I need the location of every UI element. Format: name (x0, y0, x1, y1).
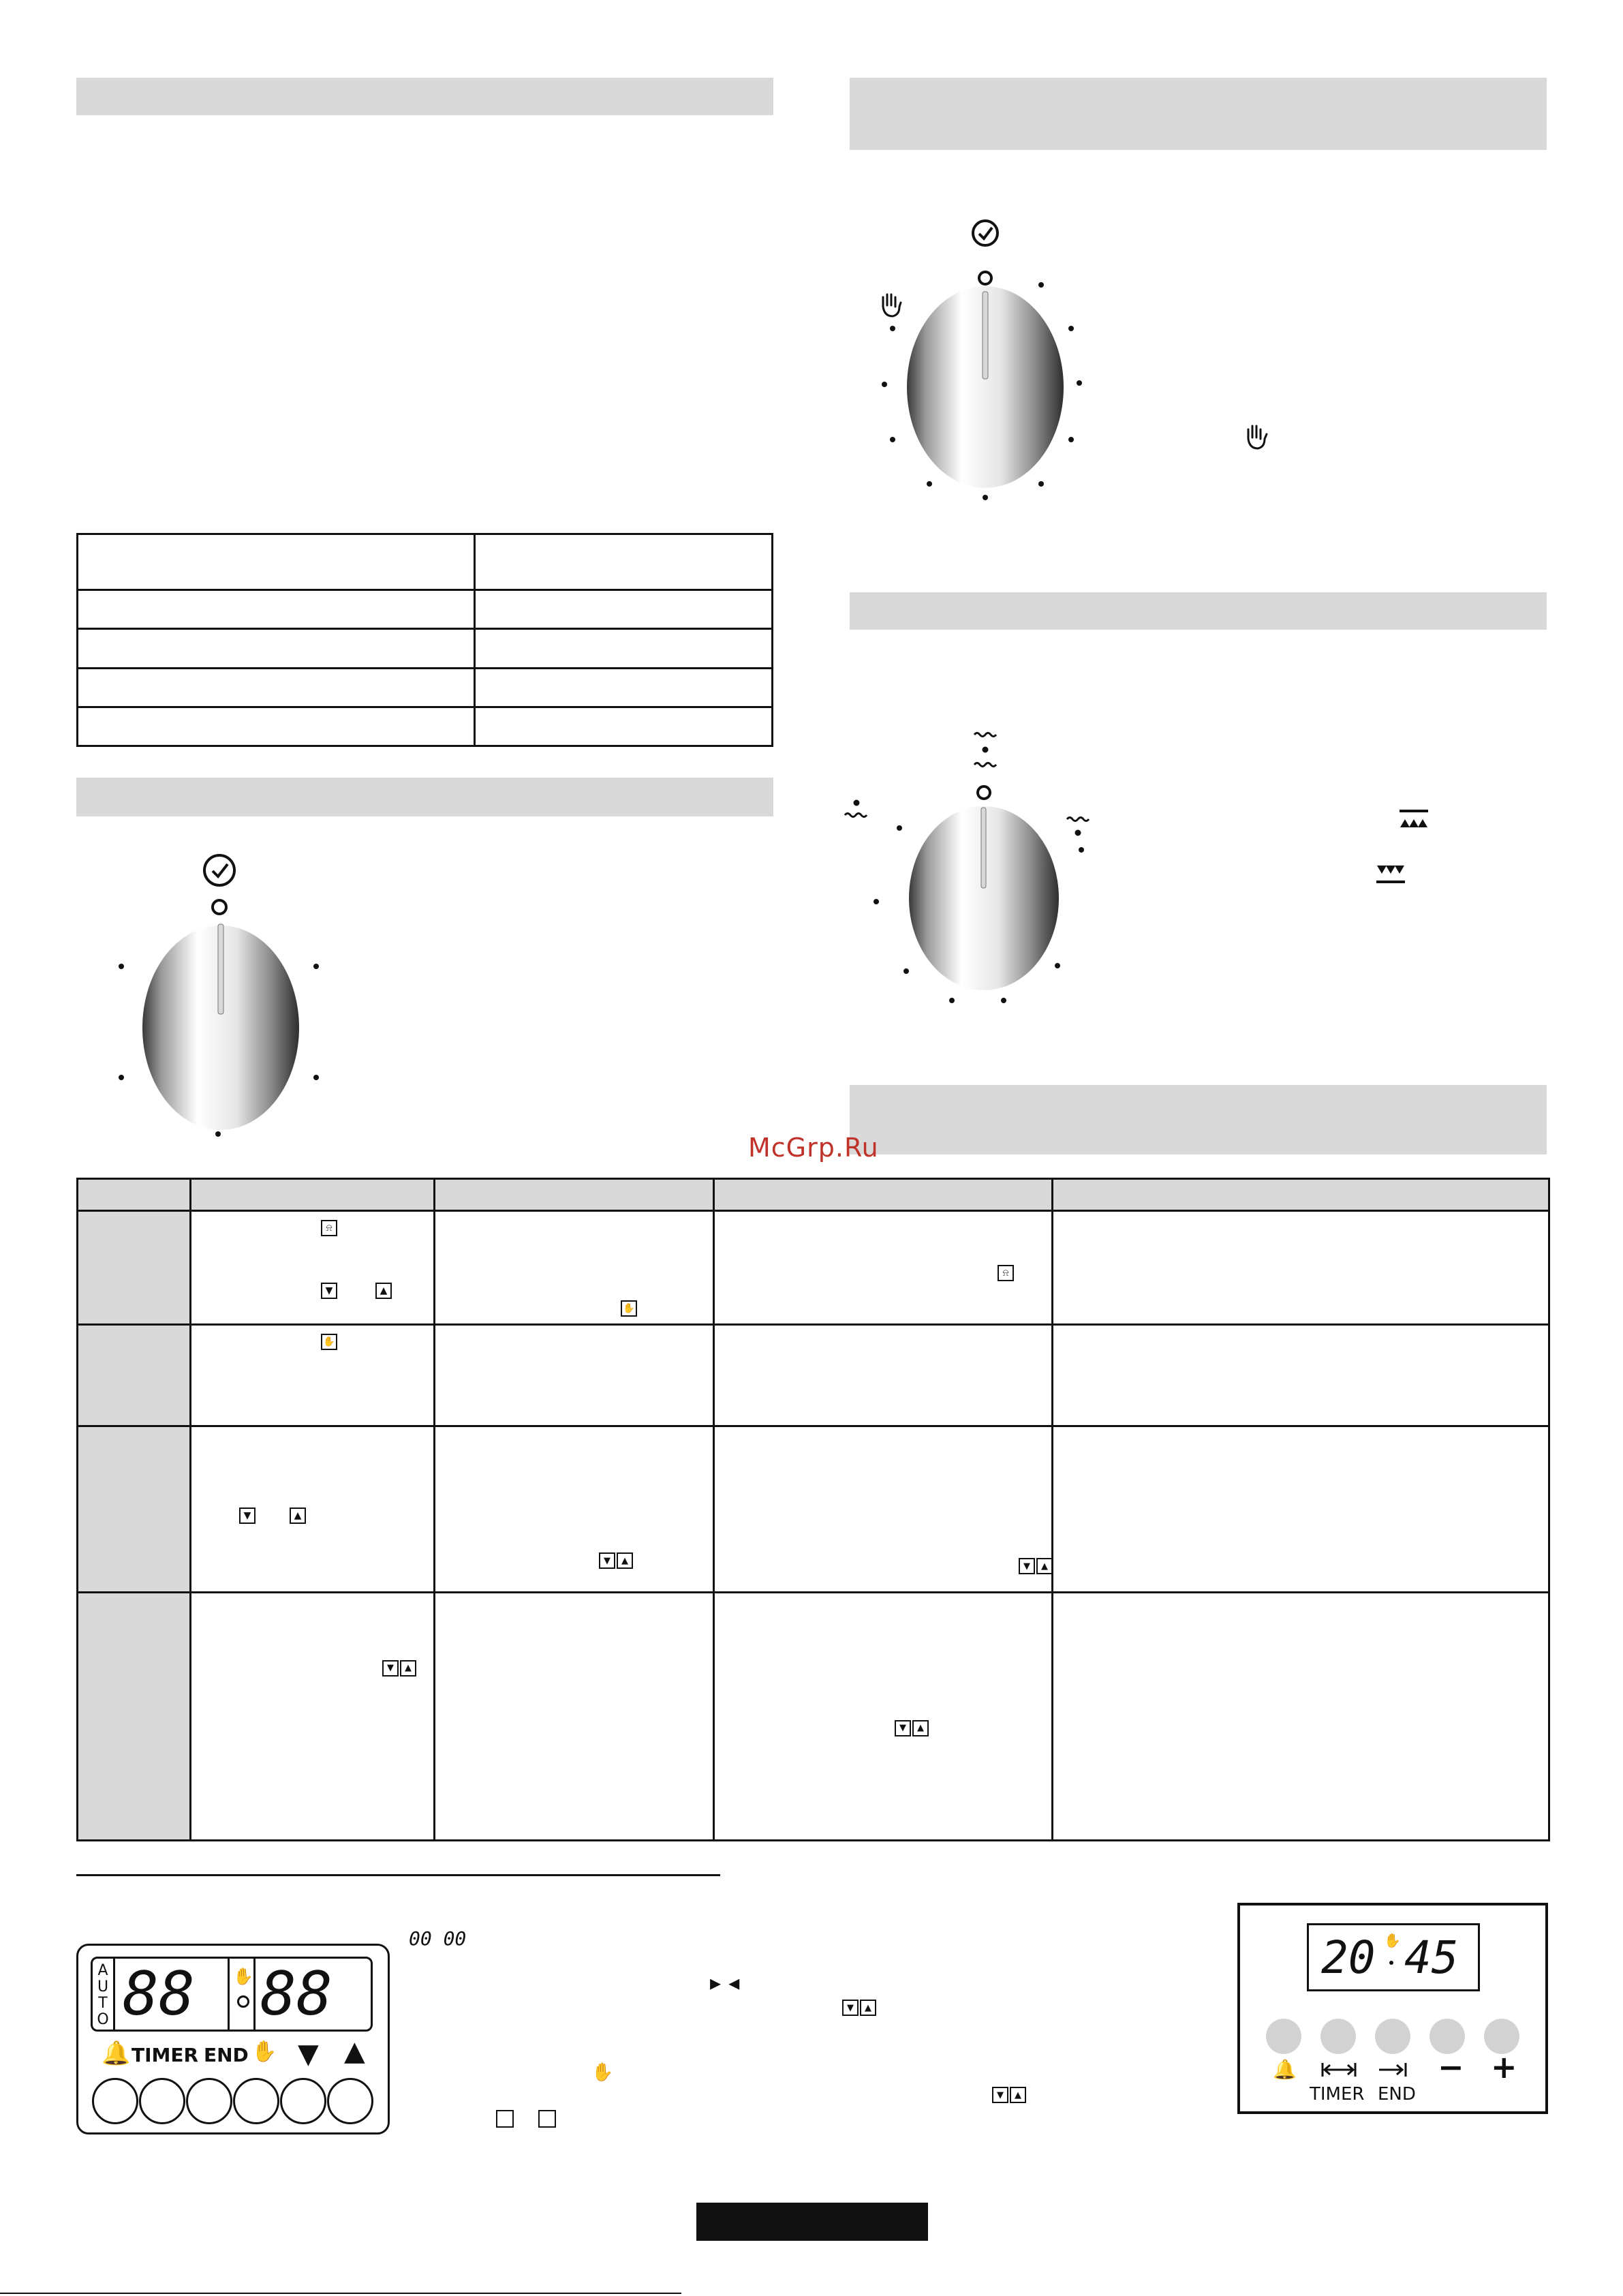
table-cell (191, 1325, 435, 1426)
table-cell (475, 534, 773, 590)
bell-icon: ⍾ (998, 1265, 1014, 1281)
footer-page-tab (696, 2203, 928, 2241)
end-button[interactable] (186, 2078, 232, 2124)
grill-knob-diagram (838, 722, 1124, 1015)
arrow-pair: ▼ ▲ (382, 1660, 416, 1677)
table-cell (475, 629, 773, 668)
timer-icon (1320, 2061, 1357, 2079)
table-cell (435, 1426, 714, 1593)
arrow-pair: ▼ ▲ (599, 1552, 633, 1569)
table-cell (78, 707, 475, 746)
info-table (76, 533, 773, 747)
table-cell (475, 707, 773, 746)
timer-label: TIMER (1310, 2084, 1365, 2104)
up-button[interactable] (327, 2078, 373, 2124)
timer-button[interactable] (1320, 2019, 1356, 2054)
table-cell (475, 668, 773, 707)
table-cell (714, 1592, 1053, 1840)
checkbox-symbol (496, 2110, 514, 2128)
auto-label: A U T O (97, 1962, 109, 2028)
hand-icon: ✋ (321, 1334, 337, 1350)
table-header (1053, 1179, 1549, 1211)
hand-icon (883, 294, 901, 316)
minute-minder-knob-diagram (95, 842, 347, 1142)
digital-programmer-panel (1237, 1903, 1548, 2114)
display-hours: 20 (1321, 1931, 1376, 1984)
clock-icon (204, 855, 234, 885)
table-cell (78, 590, 475, 629)
divider (76, 1874, 720, 1876)
down-button[interactable] (280, 2078, 326, 2124)
wave-top-icon (974, 733, 996, 767)
table-cell (78, 668, 475, 707)
table-cell (435, 1592, 714, 1840)
table-header (435, 1179, 714, 1211)
bell-button[interactable] (1266, 2019, 1301, 2054)
arrow-pair: ▼ ▲ (992, 2087, 1026, 2103)
table-cell (1053, 1211, 1549, 1325)
hand-icon: ✋ (621, 1300, 637, 1317)
watermark: McGrp.Ru (748, 1133, 879, 1163)
arrow-pair: ▼ ▲ (895, 1720, 929, 1736)
arrow-pair: ▼ ▲ (842, 2000, 876, 2016)
section-header-bar (850, 78, 1547, 150)
plus-label: + (1491, 2049, 1517, 2085)
programmer-panel (76, 1944, 390, 2134)
table-cell (191, 1426, 435, 1593)
end-label: END (1378, 2084, 1416, 2104)
hand-icon (1244, 423, 1271, 453)
bell-icon: ⍾ (321, 1220, 337, 1236)
bottom-heat-icon (1374, 861, 1408, 885)
arrow-pair: ▼ ▲ (1019, 1558, 1053, 1574)
table-cell (714, 1325, 1053, 1426)
footer-rule (0, 2293, 681, 2294)
table-cell (78, 534, 475, 590)
hand-icon: ✋ (591, 2062, 614, 2083)
display-divider (113, 1959, 115, 2030)
digital-display (1307, 1923, 1480, 1991)
table-cell (435, 1325, 714, 1426)
timer-end-arrows-icon: ▸ ◂ (710, 1970, 740, 1995)
section-header-bar (76, 78, 773, 115)
section-header-bar (850, 592, 1547, 630)
up-arrow-icon: ▲ (290, 1507, 306, 1524)
table-cell (191, 1592, 435, 1840)
colon-dot (1389, 1961, 1393, 1965)
wave-left-icon (845, 801, 867, 817)
end-button[interactable] (1375, 2019, 1410, 2054)
table-cell (1053, 1325, 1549, 1426)
table-cell (78, 629, 475, 668)
timer-button[interactable] (139, 2078, 185, 2124)
table-cell (1053, 1426, 1549, 1593)
display-divider (253, 1959, 256, 2030)
section-header-bar (76, 778, 773, 816)
bell-button[interactable] (92, 2078, 138, 2124)
table-cell (435, 1211, 714, 1325)
wave-right-icon (1067, 818, 1089, 836)
timer-knob-diagram (859, 211, 1145, 518)
programmer-display (91, 1957, 373, 2032)
table-row-label (78, 1426, 191, 1593)
end-label: END (204, 2044, 249, 2066)
control-table (76, 1178, 1550, 1841)
display-hours: 88 (123, 1959, 195, 2029)
table-row-label (78, 1592, 191, 1840)
table-header (191, 1179, 435, 1211)
section-header-bar (850, 1085, 1547, 1154)
table-cell (714, 1426, 1053, 1593)
top-heat-icon (1397, 808, 1431, 831)
manual-button[interactable] (233, 2078, 279, 2124)
down-arrow-icon: ▼ (298, 2038, 319, 2070)
colon-indicator (237, 1995, 249, 2008)
up-arrow-icon: ▲ (375, 1283, 392, 1299)
blank-time-display: 00 00 (409, 1927, 467, 1950)
end-icon (1378, 2061, 1408, 2079)
display-minutes: 45 (1404, 1931, 1459, 1984)
timer-label: TIMER (132, 2044, 199, 2066)
table-cell (714, 1211, 1053, 1325)
hand-icon: ✋ (1384, 1932, 1401, 1948)
up-arrow-icon: ▲ (344, 2036, 365, 2067)
table-cell (191, 1211, 435, 1325)
hand-icon: ✋ (233, 1967, 253, 1986)
bell-icon: 🔔 (102, 2040, 131, 2067)
table-cell (1053, 1592, 1549, 1840)
checkbox-symbol (538, 2110, 556, 2128)
table-row-label (78, 1325, 191, 1426)
down-arrow-icon: ▼ (321, 1283, 337, 1299)
display-divider (228, 1959, 230, 2030)
table-header (714, 1179, 1053, 1211)
table-row-label (78, 1211, 191, 1325)
minus-label: − (1438, 2049, 1464, 2085)
down-arrow-icon: ▼ (239, 1507, 256, 1524)
table-cell (475, 590, 773, 629)
display-minutes: 88 (260, 1959, 333, 2029)
table-header (78, 1179, 191, 1211)
clock-icon (973, 221, 998, 245)
hand-icon: ✋ (251, 2040, 277, 2064)
bell-icon: 🔔 (1273, 2058, 1297, 2081)
